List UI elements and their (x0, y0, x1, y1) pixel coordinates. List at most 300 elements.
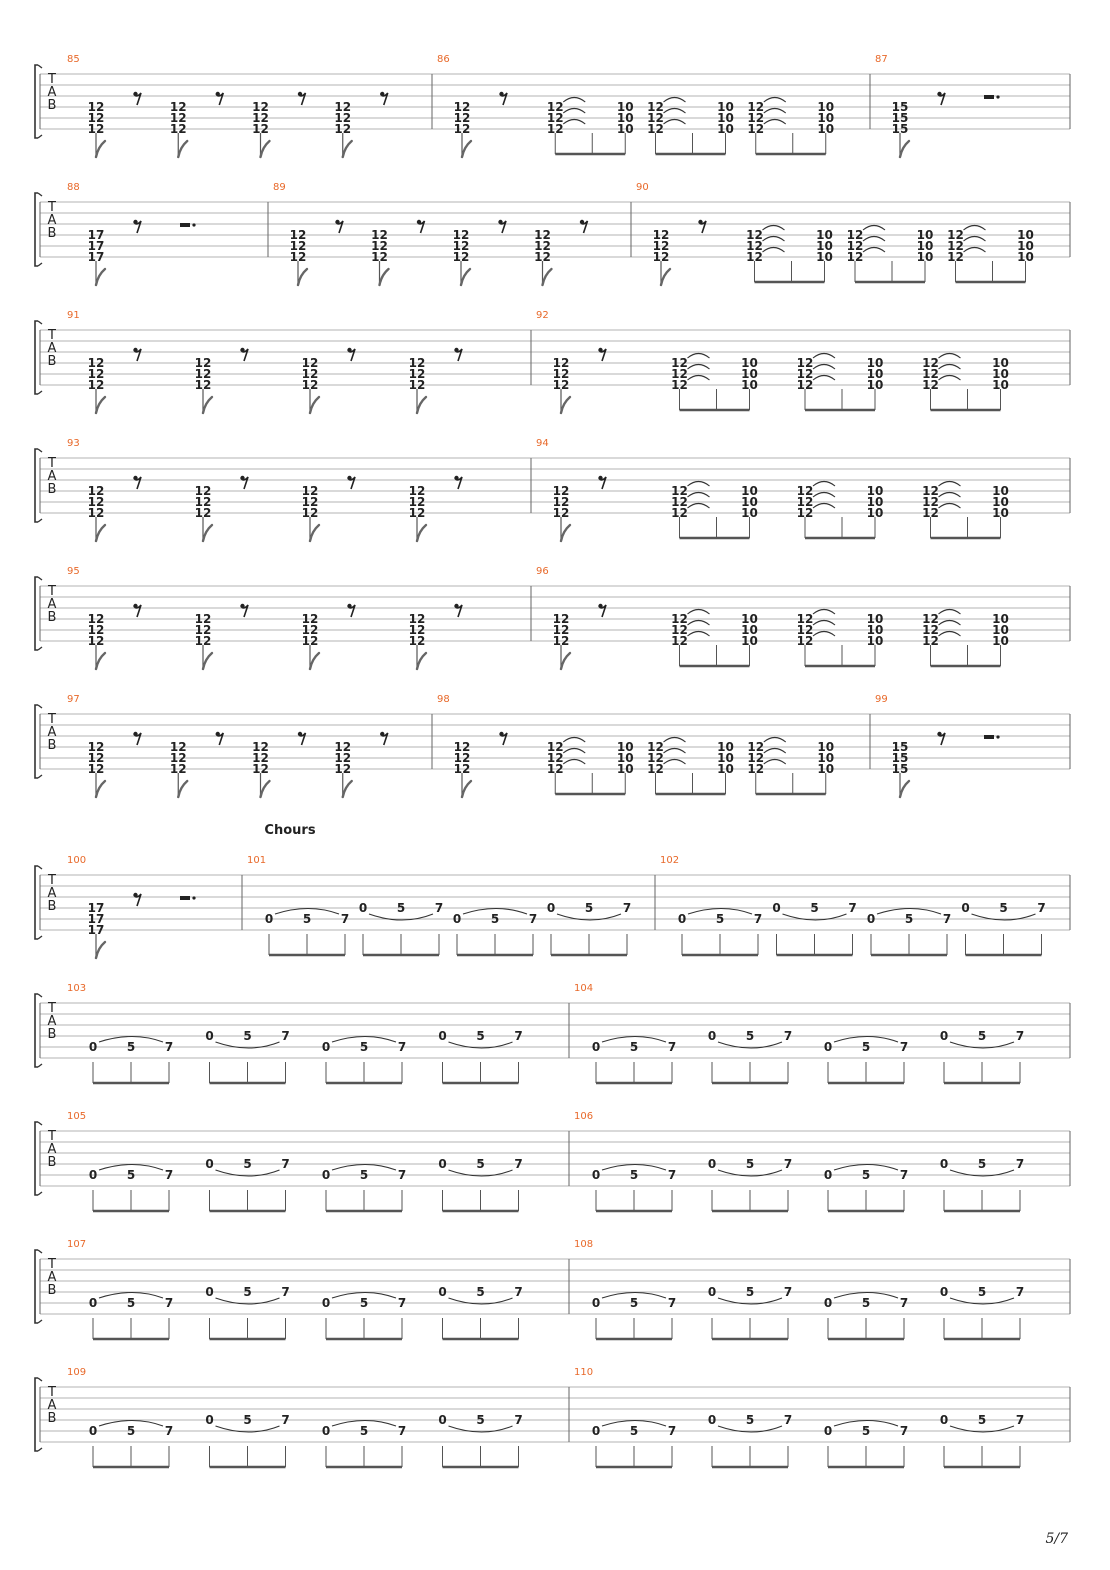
measure-number: 100 (67, 855, 87, 866)
fret-number: 7 (397, 1424, 407, 1438)
fret-number: 12 (453, 762, 471, 776)
fret-number: 12 (453, 100, 471, 114)
beat-triplet (940, 1413, 1024, 1467)
slur-arc (688, 354, 710, 359)
fret-number: 12 (301, 356, 319, 370)
page-number: 5/7 (1045, 1531, 1068, 1547)
beat-chord (302, 348, 355, 413)
fret-number: 5 (629, 1424, 639, 1438)
fret-number: 17 (87, 923, 105, 937)
fret-number: 12 (747, 751, 765, 765)
beat-chord (454, 732, 507, 797)
fret-number: 12 (169, 751, 187, 765)
fret-number: 12 (922, 623, 939, 637)
fret-number: 12 (647, 100, 664, 114)
system-bracket (35, 577, 38, 650)
fret-number: 12 (87, 111, 105, 125)
fret-number: 5 (476, 1285, 485, 1299)
bracket-hook-bottom (38, 391, 42, 394)
fret-number: 17 (87, 239, 105, 253)
note-flag (298, 269, 307, 285)
fret-number: 12 (452, 228, 470, 242)
measure-number: 88 (67, 182, 80, 193)
fret-number: 7 (942, 912, 952, 926)
note-flag (461, 269, 470, 285)
fret-number: 7 (667, 1296, 677, 1310)
measure (536, 566, 1009, 669)
fret-number: 0 (358, 901, 368, 915)
note-flag (203, 653, 212, 669)
fret-number: 10 (717, 122, 734, 136)
fret-number: 12 (87, 378, 105, 392)
fret-number: 12 (194, 612, 212, 626)
tab-clef-letter: B (47, 354, 57, 369)
fret-number: 17 (87, 901, 105, 915)
fret-number: 5 (745, 1029, 755, 1043)
fret-number: 0 (707, 1285, 717, 1299)
note-flag (178, 141, 187, 157)
fret-number: 5 (745, 1157, 755, 1171)
fret-number: 12 (552, 356, 570, 370)
fret-number: 10 (741, 623, 758, 637)
tab-clef-letter: T (48, 873, 56, 888)
fret-number: 12 (534, 239, 551, 253)
note-flag (417, 397, 426, 413)
beat-slide-pair (647, 738, 734, 795)
fret-number: 10 (717, 100, 734, 114)
tab-clef-letter: A (47, 725, 57, 740)
fret-number: 12 (546, 100, 564, 114)
fret-number: 5 (490, 912, 500, 926)
fret-number: 0 (677, 912, 687, 926)
fret-number: 0 (321, 1424, 331, 1438)
fret-number: 7 (783, 1157, 793, 1171)
rest-dot (192, 896, 195, 899)
beat-chord (88, 92, 141, 157)
fret-number: 0 (591, 1040, 601, 1054)
note-flag (380, 269, 389, 285)
measure-number: 89 (273, 182, 286, 193)
tab-system (35, 694, 1070, 797)
fret-number: 12 (922, 484, 939, 498)
measure-number: 86 (437, 54, 450, 65)
fret-number: 10 (1017, 228, 1034, 242)
bracket-hook-top (38, 994, 42, 997)
fret-number: 7 (1015, 1029, 1025, 1043)
fret-number: 10 (992, 623, 1009, 637)
note-flag (96, 781, 105, 797)
fret-number: 12 (453, 740, 471, 754)
fret-number: 5 (977, 1157, 987, 1171)
fret-number: 7 (783, 1285, 793, 1299)
bracket-hook-bottom (38, 1064, 42, 1067)
slur-arc (813, 354, 835, 359)
fret-number: 10 (866, 495, 884, 509)
fret-number: 12 (252, 122, 269, 136)
fret-number: 12 (87, 356, 105, 370)
measure-number: 102 (660, 855, 680, 866)
fret-number: 12 (194, 623, 212, 637)
fret-number: 5 (584, 901, 594, 915)
fret-number: 7 (899, 1424, 909, 1438)
fret-number: 10 (616, 740, 634, 754)
fret-number: 5 (904, 912, 914, 926)
bracket-hook-bottom (38, 519, 42, 522)
fret-number: 0 (205, 1029, 214, 1043)
fret-number: 12 (947, 228, 964, 242)
fret-number: 12 (87, 495, 105, 509)
beat-chord (553, 604, 606, 669)
slur-arc (763, 237, 785, 242)
system-bracket (35, 65, 38, 138)
note-flag (261, 141, 270, 157)
fret-number: 12 (796, 634, 814, 648)
fret-number: 5 (396, 901, 406, 915)
fret-number: 10 (866, 612, 884, 626)
fret-number: 15 (891, 740, 909, 754)
fret-number: 7 (783, 1413, 793, 1427)
tab-clef-letter: T (48, 584, 56, 599)
note-flag (343, 781, 352, 797)
slur-arc (688, 610, 710, 615)
note-flag (203, 525, 212, 541)
beat-triplet (592, 1165, 676, 1212)
fret-number: 5 (861, 1168, 871, 1182)
beat-triplet (961, 901, 1045, 955)
fret-number: 10 (866, 506, 884, 520)
slur-arc (813, 610, 835, 615)
slur-arc (863, 248, 885, 253)
fret-number: 0 (88, 1296, 98, 1310)
note-flag (310, 525, 319, 541)
measure-number: 85 (67, 54, 80, 65)
fret-number: 12 (922, 506, 939, 520)
fret-number: 12 (452, 250, 470, 264)
tab-system (35, 54, 1070, 157)
bracket-hook-top (38, 193, 42, 196)
fret-number: 17 (87, 912, 105, 926)
slur-arc (688, 621, 710, 626)
measure-number: 107 (67, 1239, 87, 1250)
fret-number: 12 (552, 378, 570, 392)
measure-number: 87 (875, 54, 888, 65)
fret-number: 10 (992, 506, 1009, 520)
note-flag (310, 397, 319, 413)
fret-number: 12 (334, 122, 352, 136)
note-flag (661, 269, 670, 285)
beat-triplet (453, 909, 537, 956)
slur-arc (664, 98, 686, 103)
note-flag (310, 653, 319, 669)
system-bracket (35, 1122, 38, 1195)
fret-number: 10 (992, 378, 1009, 392)
fret-number: 12 (546, 740, 564, 754)
note-flag (417, 653, 426, 669)
fret-number: 17 (87, 250, 105, 264)
measure-number: 91 (67, 310, 80, 321)
fret-number: 12 (922, 356, 939, 370)
slur-arc (563, 749, 585, 754)
tab-clef-letter: T (48, 1001, 56, 1016)
fret-number: 0 (205, 1157, 214, 1171)
fret-number: 10 (866, 623, 884, 637)
beat-triplet (438, 1285, 522, 1339)
beat-chord (892, 732, 1000, 797)
fret-number: 12 (453, 111, 471, 125)
fret-number: 12 (546, 751, 564, 765)
fret-number: 12 (87, 634, 105, 648)
fret-number: 12 (746, 239, 763, 253)
bracket-hook-bottom (38, 775, 42, 778)
rest-dot (192, 223, 195, 226)
beat-triplet (708, 1285, 792, 1339)
fret-number: 12 (408, 356, 426, 370)
fret-number: 12 (408, 378, 426, 392)
fret-number: 7 (281, 1413, 290, 1427)
slur-arc (763, 248, 785, 253)
beat-slide-pair (671, 482, 758, 539)
fret-number: 5 (861, 1296, 871, 1310)
fret-number: 0 (546, 901, 556, 915)
fret-number: 12 (371, 228, 388, 242)
fret-number: 5 (977, 1285, 987, 1299)
fret-number: 10 (616, 762, 634, 776)
fret-number: 12 (552, 634, 570, 648)
section-label: Chours (264, 823, 316, 838)
tab-clef-letter: A (47, 1398, 57, 1413)
beat-triplet (708, 1029, 792, 1083)
fret-number: 12 (301, 378, 319, 392)
note-flag (178, 781, 187, 797)
fret-number: 12 (796, 495, 814, 509)
fret-number: 15 (891, 111, 909, 125)
fret-number: 12 (408, 495, 426, 509)
measure-number: 98 (437, 694, 450, 705)
beat-chord (371, 220, 424, 285)
fret-number: 12 (252, 751, 269, 765)
fret-number: 12 (947, 250, 964, 264)
slur-arc (563, 760, 585, 765)
fret-number: 5 (977, 1029, 987, 1043)
slur-arc (939, 354, 961, 359)
fret-number: 12 (671, 378, 688, 392)
beat-triplet (867, 909, 951, 956)
fret-number: 12 (408, 612, 426, 626)
fret-number: 7 (753, 912, 763, 926)
tab-clef-letter: A (47, 85, 57, 100)
fret-number: 10 (816, 239, 833, 253)
beat-chord (302, 604, 355, 669)
fret-number: 5 (126, 1040, 136, 1054)
note-flag (561, 397, 570, 413)
fret-number: 12 (371, 250, 388, 264)
fret-number: 12 (922, 367, 939, 381)
note-flag (417, 525, 426, 541)
measure (67, 1239, 523, 1339)
slur-arc (813, 621, 835, 626)
fret-number: 0 (823, 1168, 833, 1182)
fret-number: 12 (408, 623, 426, 637)
fret-number: 12 (169, 100, 187, 114)
fret-number: 10 (866, 356, 884, 370)
bracket-hook-top (38, 321, 42, 324)
fret-number: 7 (397, 1040, 407, 1054)
note-flag (900, 141, 909, 157)
fret-number: 12 (796, 484, 814, 498)
beat-slide-pair (797, 610, 884, 667)
fret-number: 12 (796, 356, 814, 370)
note-flag (96, 141, 105, 157)
fret-number: 10 (866, 367, 884, 381)
tab-clef-letter: B (47, 1155, 57, 1170)
beat-triplet (359, 901, 443, 955)
fret-number: 10 (916, 228, 934, 242)
fret-number: 10 (866, 484, 884, 498)
measure (67, 855, 196, 958)
fret-number: 10 (992, 484, 1009, 498)
fret-number: 7 (848, 901, 857, 915)
fret-number: 0 (591, 1168, 601, 1182)
fret-number: 7 (899, 1168, 909, 1182)
fret-number: 10 (741, 612, 758, 626)
beat-chord (553, 476, 606, 541)
slur-arc (688, 504, 710, 509)
rest-dot (996, 735, 999, 738)
measure (67, 694, 388, 797)
fret-number: 12 (252, 762, 269, 776)
tab-clef-letter: T (48, 712, 56, 727)
fret-number: 5 (243, 1157, 252, 1171)
beat-chord (409, 348, 462, 413)
note-flag (203, 397, 212, 413)
tab-clef-letter: A (47, 1142, 57, 1157)
fret-number: 10 (992, 356, 1009, 370)
beat-slide-pair (647, 98, 734, 155)
slur-arc (964, 237, 986, 242)
fret-number: 10 (817, 762, 835, 776)
tab-clef-letter: T (48, 72, 56, 87)
fret-number: 12 (194, 356, 212, 370)
tab-clef-letter: B (47, 899, 57, 914)
fret-number: 0 (591, 1424, 601, 1438)
slur-arc (764, 760, 786, 765)
half-rest (984, 735, 994, 739)
fret-number: 7 (514, 1285, 523, 1299)
fret-number: 10 (616, 751, 634, 765)
measure-number: 109 (67, 1367, 87, 1378)
fret-number: 7 (667, 1424, 677, 1438)
fret-number: 7 (164, 1424, 174, 1438)
fret-number: 10 (717, 740, 734, 754)
slur-arc (813, 493, 835, 498)
fret-number: 5 (302, 912, 312, 926)
fret-number: 10 (817, 111, 835, 125)
fret-number: 7 (340, 912, 350, 926)
beat-chord (653, 220, 706, 285)
beat-triplet (824, 1293, 908, 1340)
fret-number: 12 (671, 367, 688, 381)
fret-number: 12 (552, 623, 570, 637)
fret-number: 12 (453, 751, 471, 765)
fret-number: 10 (717, 111, 734, 125)
fret-number: 12 (671, 356, 688, 370)
measure (574, 983, 1024, 1083)
fret-number: 12 (334, 751, 352, 765)
fret-number: 7 (667, 1040, 677, 1054)
bracket-hook-top (38, 577, 42, 580)
system-bracket (35, 321, 38, 394)
beat-triplet (940, 1157, 1024, 1211)
fret-number: 12 (301, 484, 319, 498)
tab-clef-letter: A (47, 469, 57, 484)
measure (67, 438, 462, 541)
fret-number: 12 (301, 612, 319, 626)
fret-number: 7 (281, 1157, 290, 1171)
beat-triplet (265, 909, 349, 956)
bracket-hook-bottom (38, 647, 42, 650)
beat-triplet (592, 1293, 676, 1340)
measure (67, 983, 523, 1083)
fret-number: 5 (126, 1296, 136, 1310)
beat-triplet (89, 1037, 173, 1084)
fret-number: 10 (992, 634, 1009, 648)
fret-number: 7 (667, 1168, 677, 1182)
slur-arc (764, 120, 786, 125)
tab-system (35, 1111, 1070, 1211)
slur-arc (764, 109, 786, 114)
measure-number: 95 (67, 566, 80, 577)
fret-number: 0 (88, 1424, 98, 1438)
beat-triplet (205, 1029, 289, 1083)
beat-triplet (592, 1037, 676, 1084)
fret-number: 0 (452, 912, 462, 926)
fret-number: 5 (977, 1413, 987, 1427)
fret-number: 10 (817, 740, 835, 754)
tab-system (35, 1367, 1070, 1467)
fret-number: 5 (745, 1285, 755, 1299)
beat-chord (409, 604, 462, 669)
tab-system (35, 438, 1070, 541)
beat-triplet (89, 1421, 173, 1468)
fret-number: 10 (816, 250, 833, 264)
fret-number: 10 (866, 634, 884, 648)
fret-number: 7 (899, 1040, 909, 1054)
fret-number: 12 (647, 762, 664, 776)
measure-number: 97 (67, 694, 80, 705)
measure (574, 1239, 1024, 1339)
measure-number: 96 (536, 566, 549, 577)
fret-number: 10 (992, 612, 1009, 626)
slur-arc (863, 237, 885, 242)
tab-clef-letter: B (47, 226, 57, 241)
fret-number: 12 (747, 762, 765, 776)
beat-chord (409, 476, 462, 541)
tab-system (35, 182, 1070, 285)
beat-slide-pair (747, 738, 834, 795)
fret-number: 12 (408, 506, 426, 520)
beat-triplet (322, 1421, 406, 1468)
slur-arc (664, 738, 686, 743)
measure (67, 182, 196, 285)
tab-clef-letter: T (48, 200, 56, 215)
fret-number: 5 (861, 1424, 871, 1438)
tab-clef-letter: A (47, 341, 57, 356)
beat-chord (195, 604, 248, 669)
fret-number: 7 (281, 1029, 290, 1043)
fret-number: 7 (1037, 901, 1046, 915)
fret-number: 10 (741, 356, 758, 370)
fret-number: 7 (514, 1029, 523, 1043)
